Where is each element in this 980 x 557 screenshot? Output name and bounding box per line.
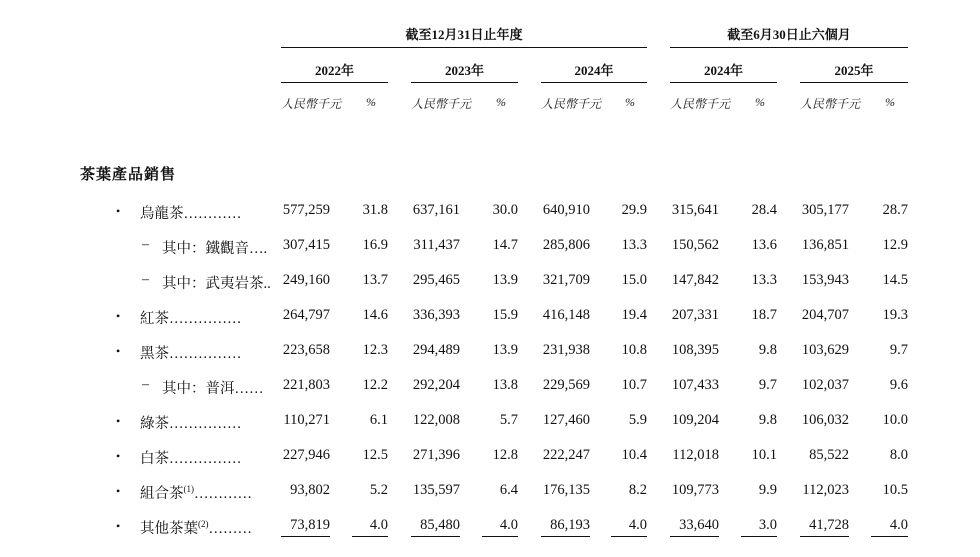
section-title: 茶葉產品銷售 (80, 167, 177, 183)
row-leader: …. (249, 241, 268, 257)
table-cell: 15.9 (492, 307, 518, 323)
row-leader: ……… (208, 521, 252, 537)
table-cell: 285,806 (542, 237, 590, 253)
row-marker: • (116, 449, 121, 463)
table-cell: 112,023 (802, 482, 849, 498)
total-underline (871, 536, 908, 537)
table-cell: 106,032 (801, 412, 849, 428)
row-label (162, 272, 271, 293)
table-cell: 9.7 (889, 342, 908, 358)
row-label (162, 237, 267, 258)
table-cell: 14.6 (362, 307, 388, 323)
unit-amount-2023: 人民幣千元 (411, 97, 472, 111)
table-cell: 147,842 (671, 272, 719, 288)
table-cell: 153,943 (801, 272, 849, 288)
table-cell: 264,797 (282, 307, 330, 323)
table-cell: 9.7 (758, 377, 777, 393)
table-cell: 9.8 (758, 342, 777, 358)
year-rule-2024 (541, 82, 647, 83)
table-cell: 12.9 (882, 237, 908, 253)
table-cell: 229,569 (542, 377, 590, 393)
row-leader: ………… (183, 206, 242, 222)
unit-pct-2024-h1: % (755, 95, 765, 109)
row-leader: …………… (169, 451, 242, 467)
table-cell: 16.9 (362, 237, 388, 253)
unit-pct-2024: % (625, 95, 635, 109)
unit-amount-2022: 人民幣千元 (281, 97, 342, 111)
table-cell: 41,728 (809, 517, 849, 533)
row-label-text: 綠茶 (140, 416, 169, 432)
row-label-text: 其他茶葉 (140, 521, 198, 537)
row-footnote-ref: (1) (183, 484, 194, 495)
table-cell: 12.5 (362, 447, 388, 463)
table-cell: 4.0 (889, 517, 908, 533)
table-cell: 249,160 (282, 272, 330, 288)
table-cell: 577,259 (282, 202, 330, 218)
row-marker: • (116, 519, 121, 533)
table-cell: 13.9 (492, 342, 518, 358)
row-leader: .. (263, 276, 271, 292)
table-cell: 640,910 (542, 202, 590, 218)
table-cell: 18.7 (751, 307, 777, 323)
table-cell: 15.0 (621, 272, 647, 288)
table-cell: 10.4 (621, 447, 647, 463)
table-cell: 5.7 (499, 412, 518, 428)
table-cell: 305,177 (801, 202, 849, 218)
row-label-text: 白茶 (140, 451, 169, 467)
row-leader: …… (234, 381, 264, 397)
table-cell: 231,938 (542, 342, 590, 358)
row-footnote-ref: (2) (198, 519, 209, 530)
table-cell: 103,629 (801, 342, 849, 358)
table-cell: 14.5 (882, 272, 908, 288)
year-header-2023: 2023年 (444, 63, 484, 78)
table-cell: 19.4 (621, 307, 647, 323)
table-cell: 3.0 (758, 517, 777, 533)
period-rule-annual (281, 47, 647, 48)
row-marker: – (142, 377, 149, 392)
period-rule-interim (670, 47, 908, 48)
total-underline (611, 536, 647, 537)
year-rule-2025-h1 (800, 82, 908, 83)
row-label-text: 紅茶 (140, 311, 169, 327)
row-marker: • (116, 414, 121, 428)
table-cell: 13.9 (492, 272, 518, 288)
table-cell: 107,433 (671, 377, 719, 393)
table-cell: 10.1 (751, 447, 777, 463)
table-cell: 122,008 (412, 412, 460, 428)
unit-amount-2024-h1: 人民幣千元 (670, 97, 731, 111)
row-label-text: 黑茶 (140, 346, 169, 362)
table-cell: 637,161 (412, 202, 460, 218)
unit-pct-2022: % (366, 95, 376, 109)
table-cell: 227,946 (282, 447, 330, 463)
period-header-interim: 截至6月30日止六個月 (727, 27, 851, 42)
table-cell: 10.7 (621, 377, 647, 393)
row-label (140, 482, 252, 503)
table-cell: 136,851 (801, 237, 849, 253)
table-cell: 311,437 (413, 237, 460, 253)
table-cell: 416,148 (542, 307, 590, 323)
table-cell: 13.3 (621, 237, 647, 253)
table-cell: 108,395 (671, 342, 719, 358)
table-cell: 13.3 (751, 272, 777, 288)
table-cell: 85,480 (420, 517, 460, 533)
table-cell: 4.0 (499, 517, 518, 533)
table-cell: 112,018 (672, 447, 719, 463)
row-label-text: 組合茶 (140, 486, 184, 502)
row-label-text: 其中：武夷岩茶 (162, 276, 264, 292)
unit-pct-2023: % (496, 95, 506, 109)
row-leader: …………… (169, 346, 242, 362)
table-cell: 8.2 (628, 482, 647, 498)
table-cell: 109,204 (671, 412, 719, 428)
row-marker: – (142, 272, 149, 287)
table-cell: 271,396 (412, 447, 460, 463)
period-header-annual: 截至12月31日止年度 (405, 27, 523, 42)
row-label-text: 其中：鐵觀音 (162, 241, 249, 257)
table-cell: 13.8 (492, 377, 518, 393)
row-label-text: 其中：普洱 (162, 381, 235, 397)
row-label (140, 517, 252, 538)
table-cell: 86,193 (550, 517, 590, 533)
table-cell: 10.8 (621, 342, 647, 358)
table-cell: 127,460 (542, 412, 590, 428)
table-cell: 28.4 (751, 202, 777, 218)
row-leader: ………… (194, 486, 252, 502)
table-cell: 110,271 (283, 412, 330, 428)
total-underline (482, 536, 518, 537)
year-header-2024: 2024年 (574, 63, 614, 78)
table-cell: 6.1 (369, 412, 388, 428)
row-label (140, 447, 242, 468)
year-header-2024-h1: 2024年 (703, 63, 743, 78)
table-cell: 315,641 (671, 202, 719, 218)
total-underline (541, 536, 590, 537)
year-header-2025-h1: 2025年 (834, 63, 874, 78)
table-cell: 33,640 (679, 517, 719, 533)
table-cell: 109,773 (671, 482, 719, 498)
table-cell: 207,331 (671, 307, 719, 323)
table-cell: 8.0 (889, 447, 908, 463)
table-cell: 4.0 (628, 517, 647, 533)
table-cell: 292,204 (412, 377, 460, 393)
row-leader: …………… (169, 416, 242, 432)
unit-pct-2025-h1: % (885, 95, 895, 109)
table-cell: 14.7 (492, 237, 518, 253)
row-marker: • (116, 484, 121, 498)
total-underline (352, 536, 388, 537)
row-label (162, 377, 264, 398)
table-cell: 150,562 (671, 237, 719, 253)
table-cell: 9.6 (889, 377, 908, 393)
unit-amount-2025-h1: 人民幣千元 (800, 97, 861, 111)
row-leader: …………… (169, 311, 242, 327)
table-cell: 295,465 (412, 272, 460, 288)
table-cell: 28.7 (882, 202, 908, 218)
table-cell: 135,597 (412, 482, 460, 498)
table-cell: 13.7 (362, 272, 388, 288)
year-header-2022: 2022年 (314, 63, 354, 78)
table-cell: 294,489 (412, 342, 460, 358)
table-cell: 5.9 (628, 412, 647, 428)
row-label (140, 307, 242, 328)
table-cell: 93,802 (290, 482, 330, 498)
table-cell: 19.3 (882, 307, 908, 323)
year-rule-2023 (411, 82, 518, 83)
table-cell: 336,393 (412, 307, 460, 323)
table-cell: 4.0 (369, 517, 388, 533)
total-underline (800, 536, 849, 537)
unit-amount-2024: 人民幣千元 (541, 97, 602, 111)
table-cell: 321,709 (542, 272, 590, 288)
table-cell: 9.9 (758, 482, 777, 498)
year-rule-2022 (281, 82, 388, 83)
table-cell: 30.0 (492, 202, 518, 218)
table-cell: 29.9 (621, 202, 647, 218)
table-cell: 9.8 (758, 412, 777, 428)
table-cell: 6.4 (499, 482, 518, 498)
total-underline (411, 536, 460, 537)
table-cell: 31.8 (362, 202, 388, 218)
table-cell: 176,135 (542, 482, 590, 498)
total-underline (281, 536, 330, 537)
total-underline (670, 536, 719, 537)
table-cell: 13.6 (751, 237, 777, 253)
table-cell: 10.0 (882, 412, 908, 428)
table-cell: 85,522 (809, 447, 849, 463)
table-cell: 307,415 (282, 237, 330, 253)
row-marker: – (142, 237, 149, 252)
table-cell: 12.8 (492, 447, 518, 463)
table-cell: 12.2 (362, 377, 388, 393)
row-label (140, 342, 242, 363)
table-cell: 10.5 (882, 482, 908, 498)
row-marker: • (116, 204, 121, 218)
row-marker: • (116, 344, 121, 358)
table-cell: 223,658 (282, 342, 330, 358)
table-cell: 73,819 (290, 517, 330, 533)
table-cell: 12.3 (362, 342, 388, 358)
table-cell: 221,803 (282, 377, 330, 393)
row-label-text: 烏龍茶 (140, 206, 184, 222)
table-cell: 5.2 (369, 482, 388, 498)
row-marker: • (116, 309, 121, 323)
table-cell: 102,037 (801, 377, 849, 393)
table-cell: 204,707 (801, 307, 849, 323)
table-cell: 222,247 (542, 447, 590, 463)
row-label (140, 412, 242, 433)
year-rule-2024-h1 (670, 82, 777, 83)
row-label (140, 202, 242, 223)
total-underline (741, 536, 777, 537)
